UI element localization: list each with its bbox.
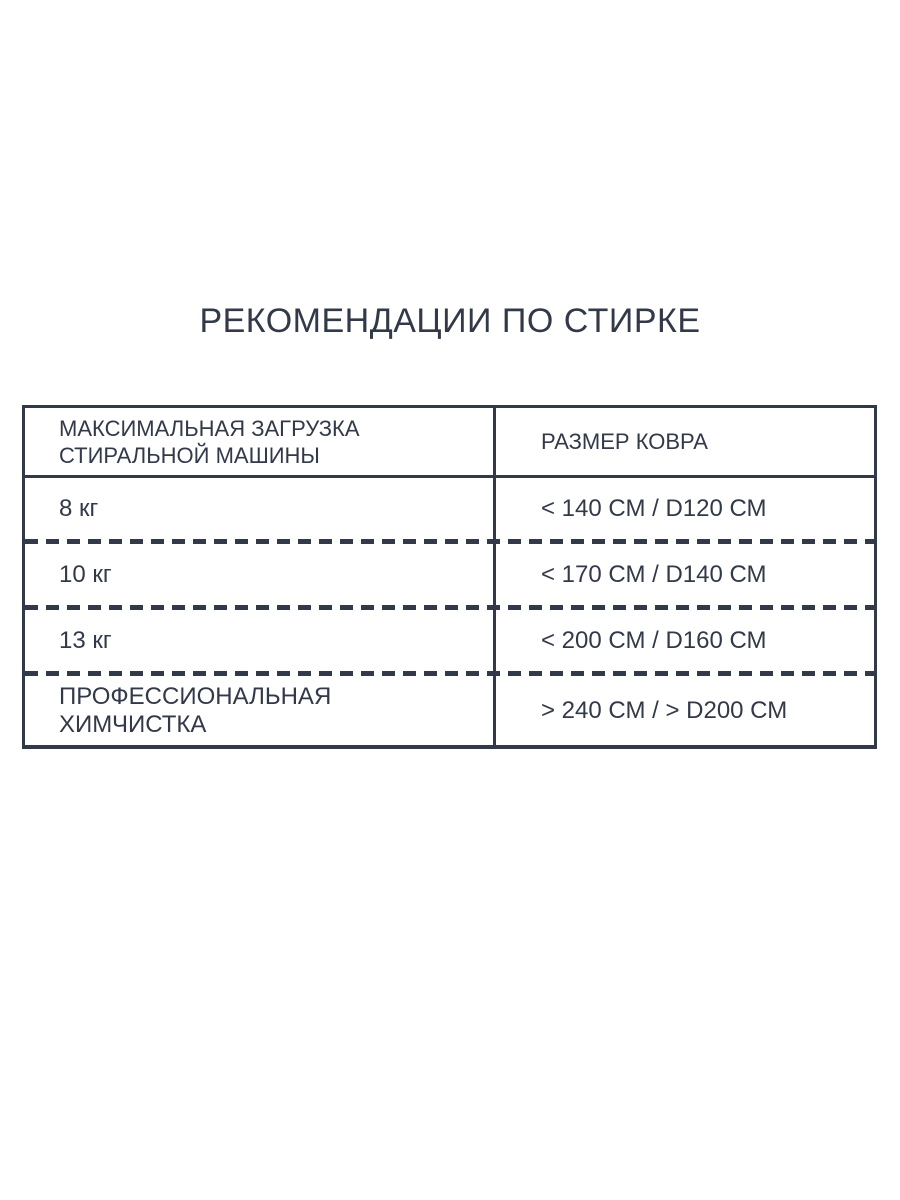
column-divider <box>493 408 496 745</box>
page-title: РЕКОМЕНДАЦИИ ПО СТИРКЕ <box>199 302 701 340</box>
load-cell <box>25 495 493 523</box>
size-value: > 240 СМ / > D200 СМ <box>541 696 788 724</box>
table-row <box>25 676 874 745</box>
size-value: < 200 СМ / D160 СМ <box>541 626 767 654</box>
header-cell-carpet-size <box>493 428 874 455</box>
header-cell-max-load <box>25 415 493 469</box>
load-cell <box>25 683 493 739</box>
header-label-carpet-size: РАЗМЕР КОВРА <box>541 429 708 454</box>
table-row <box>25 478 874 539</box>
table-row <box>25 610 874 671</box>
load-value: 10 кг <box>59 560 112 588</box>
table-row <box>25 544 874 605</box>
size-cell <box>493 561 874 589</box>
washing-recommendations-table <box>22 405 877 749</box>
size-cell <box>493 697 874 725</box>
load-cell <box>25 627 493 655</box>
size-cell <box>493 627 874 655</box>
size-cell <box>493 495 874 523</box>
load-value: 13 кг <box>59 626 112 654</box>
load-cell <box>25 561 493 589</box>
load-value: ПРОФЕССИОНАЛЬНАЯ ХИМЧИСТКА <box>59 682 332 738</box>
size-value: < 170 СМ / D140 СМ <box>541 560 767 588</box>
load-value: 8 кг <box>59 494 99 522</box>
size-value: < 140 СМ / D120 СМ <box>541 494 767 522</box>
header-label-max-load: МАКСИМАЛЬНАЯ ЗАГРУЗКА СТИРАЛЬНОЙ МАШИНЫ <box>59 415 360 468</box>
table-header-row <box>25 408 874 478</box>
